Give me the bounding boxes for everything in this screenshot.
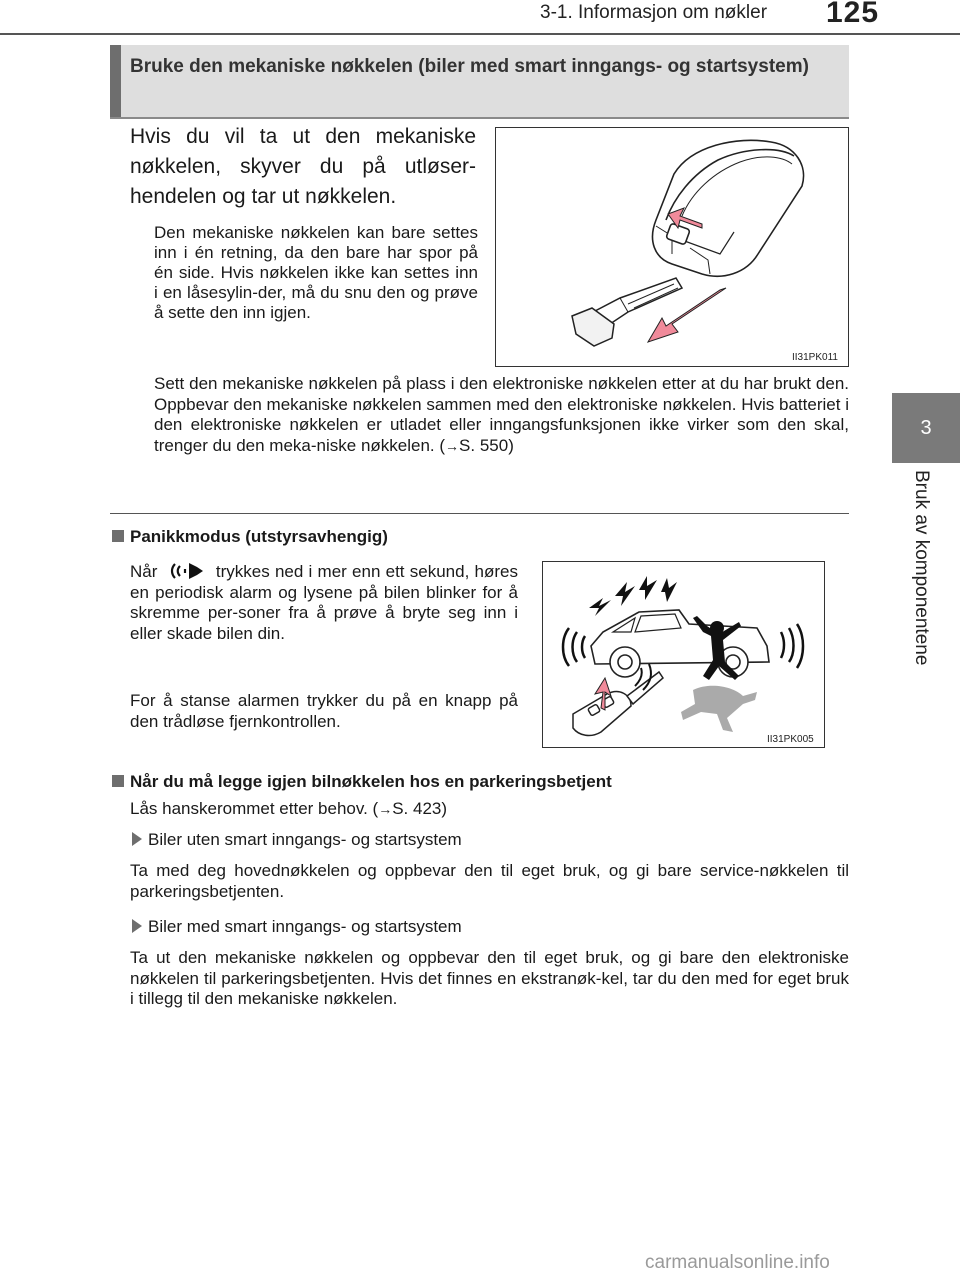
glovebox-text: Lås hanskerommet etter behov. (: [130, 799, 379, 818]
panic-heading-text: Panikkmodus (utstyrsavhengig): [130, 527, 388, 546]
bullet-no-smart: [132, 830, 462, 850]
header-section-title: 3-1. Informasjon om nøkler: [540, 2, 768, 23]
glovebox-ref: S. 423): [392, 799, 448, 818]
valet-heading: [112, 772, 612, 792]
valet-heading-text: Når du må legge igjen bilnøkkelen hos en parkeringsbetjent: [130, 772, 612, 791]
section-heading-bar: [110, 45, 121, 117]
intro-paragraph: Hvis du vil ta ut den mekaniske nøkkelen, skyver du på utløser-hendelen og tar ut nøkkelen.: [130, 125, 476, 208]
key-note-paragraph: Den mekaniske nøkkelen kan bare settes inn i én retning, da den bare har spor på én side. Hvis nøkkelen ikke kan settes inn i en låsesylin-der, må du snu den og prøve å sette den inn igjen.: [154, 223, 478, 322]
ref-arrow-icon: →: [378, 801, 393, 817]
key-storage-ref: S. 550): [459, 435, 514, 455]
section-heading: Bruke den mekaniske nøkkelen (biler med smart inngangs- og startsystem): [130, 56, 809, 77]
panic-text-after: trykkes ned i mer enn ett sekund, høres en periodisk alarm og lysene på bilen blinker for å skremme per-soner fra å prøve å bryte seg inn i eller skade bilen din.: [130, 562, 518, 643]
bullet-no-smart-text: Biler uten smart inngangs- og startsystem: [148, 830, 462, 849]
bullet-smart: [132, 917, 462, 937]
figure-id-panic: II31PK005: [767, 734, 814, 745]
square-bullet-icon: [112, 775, 124, 787]
page-number: 125: [826, 0, 880, 29]
section-divider: [110, 513, 849, 514]
panic-button-icon: [167, 561, 207, 581]
section-heading-rule: [110, 117, 849, 119]
header-rule: [0, 33, 960, 35]
panic-illustration: [543, 562, 825, 748]
glovebox-line: [130, 799, 447, 819]
valet-text-smart: Ta ut den mekaniske nøkkelen og oppbevar den til eget bruk, og gi bare den elektroniske nøkkelen til parkeringsbetjenten. Hvis det finnes en ekstranøk-kel, tar du den med for eget bruk i tillegg til den mekaniske nøkkelen.: [130, 948, 849, 1008]
triangle-bullet-icon: [132, 832, 142, 846]
chapter-number: 3: [920, 417, 932, 439]
smart-key-figure: [495, 127, 849, 367]
figure-id-key: II31PK011: [792, 352, 838, 363]
valet-text-no-smart: Ta med deg hovednøkkelen og oppbevar den til eget bruk, og gi bare service-nøkkelen til parkeringsbetjenten.: [130, 861, 849, 901]
bullet-smart-text: Biler med smart inngangs- og startsystem: [148, 917, 462, 936]
ref-arrow-icon: →: [445, 437, 460, 454]
panic-heading: [112, 527, 388, 547]
watermark: carmanualsonline.info: [645, 1252, 830, 1273]
square-bullet-icon: [112, 530, 124, 542]
panic-mode-figure: [542, 561, 825, 748]
key-storage-paragraph: [154, 374, 849, 456]
triangle-bullet-icon: [132, 919, 142, 933]
key-storage-text: Sett den mekaniske nøkkelen på plass i den elektroniske nøkkelen etter at du har brukt den. Oppbevar den mekaniske nøkkelen sammen med den elektroniske nøkkelen. Hvis batteriet i den elektroniske nøkkelen er utladet eller inngangsfunksjonen ikke virker som den skal, trenger du den meka-niske nøkkelen. (: [154, 374, 849, 455]
panic-text-before: Når: [130, 562, 158, 581]
chapter-label: Bruk av komponentene: [911, 470, 932, 666]
panic-paragraph: [130, 561, 518, 644]
panic-stop-paragraph: For å stanse alarmen trykker du på en knapp på den trådløse fjernkontrollen.: [130, 691, 518, 731]
smart-key-illustration: [496, 128, 849, 367]
